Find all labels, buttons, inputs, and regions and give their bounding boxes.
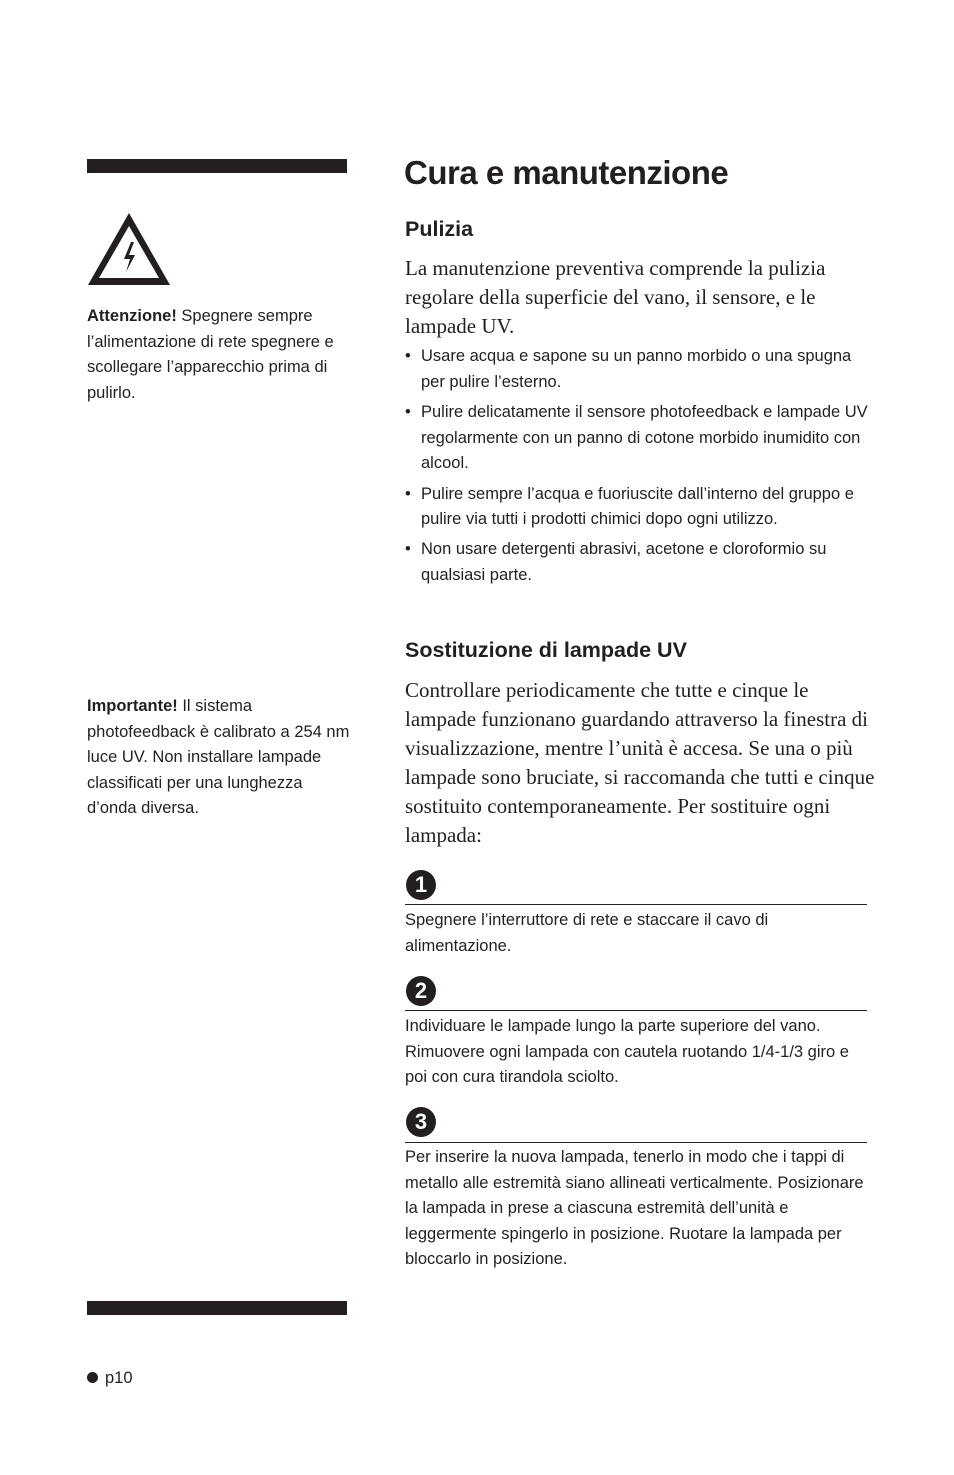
warning-text: Spegnere sempre l’alimentazione di rete spegnere e scollegare l’apparecchio prima di pulirlo.	[87, 307, 334, 402]
pulizia-bullet-list	[405, 344, 871, 593]
list-item-text: Pulire sempre l’acqua e fuoriuscite dall’interno del gruppo e pulire via tutti i prodotti chimici dopo ogni utilizzo.	[421, 484, 854, 529]
step-text: Per inserire la nuova lampada, tenerlo in modo che i tappi di metallo alle estremità siano allineati verticalmente. Posizionare la lampada in prese a ciascuna estremità dell’unità e leggermente spingerlo in posizione. Ruotare la lampada per bloccarlo in posizione.	[405, 1148, 864, 1268]
page-title: Cura e manutenzione	[404, 154, 729, 191]
step-divider	[405, 1142, 867, 1143]
section-heading-sostituzione: Sostituzione di lampade UV	[405, 638, 687, 662]
list-item-text: Usare acqua e sapone su un panno morbido o una spugna per pulire l’esterno.	[421, 347, 852, 391]
step-number-badge: 1	[406, 870, 436, 900]
bullet-icon: •	[405, 402, 411, 421]
list-item	[405, 344, 871, 395]
page-footer	[87, 1367, 133, 1389]
page-number: p10	[105, 1369, 133, 1387]
section-heading-pulizia: Pulizia	[405, 217, 474, 241]
step-number-badge: 3	[406, 1107, 436, 1137]
top-divider-bar	[87, 159, 347, 173]
step-text: Spegnere l’interruttore di rete e staccare il cavo di alimentazione.	[405, 911, 769, 955]
step-divider	[405, 904, 867, 905]
bullet-icon	[87, 1372, 98, 1383]
step-text: Individuare le lampade lungo la parte superiore del vano. Rimuovere ogni lampada con cautela ruotando 1/4-1/3 giro e poi con cura tirandola sciolto.	[405, 1017, 849, 1086]
list-item-text: Non usare detergenti abrasivi, acetone e cloroformio su qualsiasi parte.	[421, 540, 827, 585]
sostituzione-intro-paragraph: Controllare periodicamente che tutte e cinque le lampade funzionano guardando attraverso la finestra di visualizzazione, mentre l’unità è accesa. Se una o più lampade sono bruciate, si raccomanda che tutti e cinque sostituito contemporaneamente. Per sostituire ogni lampada:	[405, 678, 875, 847]
warning-label: Attenzione!	[87, 307, 177, 325]
important-label: Importante!	[87, 697, 178, 715]
bullet-icon: •	[405, 484, 411, 503]
list-item-text: Pulire delicatamente il sensore photofeedback e lampade UV regolarmente con un panno di cotone morbido inumidito con alcool.	[421, 402, 868, 473]
step-divider	[405, 1010, 867, 1011]
step-number-badge: 2	[406, 976, 436, 1006]
list-item	[405, 537, 871, 588]
important-note	[87, 694, 352, 822]
list-item	[405, 482, 871, 533]
important-text: Il sistema photofeedback è calibrato a 254 nm luce UV. Non installare lampade classificati per una lunghezza d’onda diversa.	[87, 697, 350, 817]
bottom-divider-bar	[87, 1301, 347, 1315]
warning-note	[87, 304, 352, 406]
high-voltage-warning-icon	[86, 211, 172, 287]
bullet-icon: •	[405, 540, 411, 559]
pulizia-intro-paragraph: La manutenzione preventiva comprende la pulizia regolare della superficie del vano, il sensore, e le lampade UV.	[405, 256, 826, 338]
list-item	[405, 400, 871, 477]
bullet-icon: •	[405, 347, 411, 365]
